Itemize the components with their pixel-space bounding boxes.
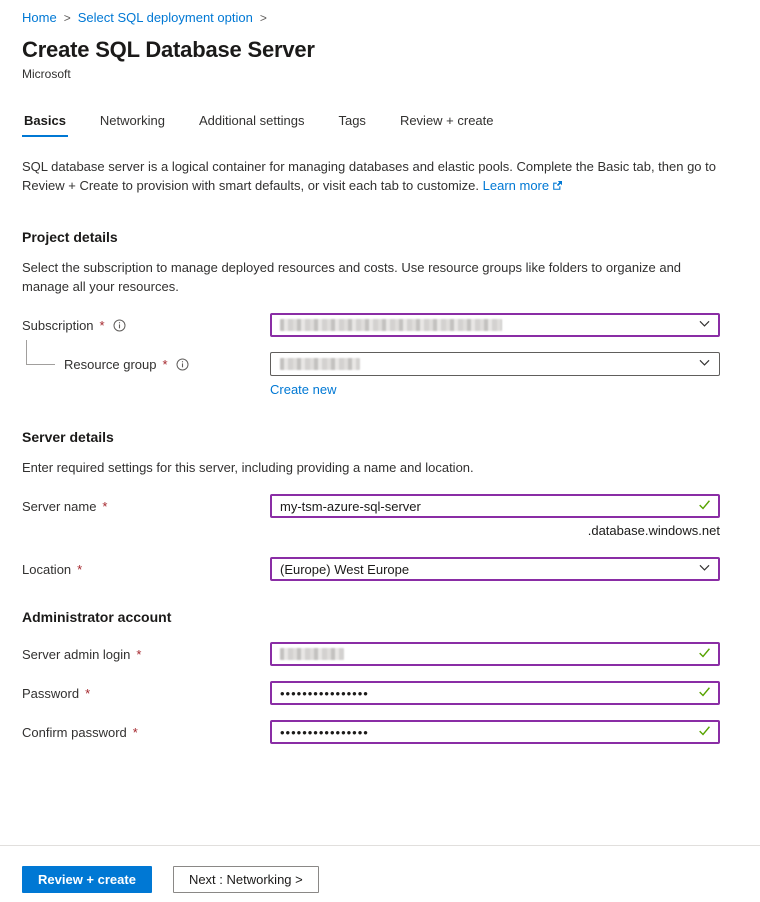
server-details-description: Enter required settings for this server, including providing a name and location. — [22, 460, 474, 475]
server-name-row — [22, 494, 720, 518]
confirm-password-control — [270, 720, 720, 744]
confirm-password-label-cell — [22, 725, 270, 740]
password-input-box — [270, 681, 720, 705]
next-networking-button[interactable]: Next : Networking > — [173, 866, 319, 893]
password-row — [22, 681, 720, 705]
subscription-dropdown[interactable] — [270, 313, 720, 337]
breadcrumb-sql-deployment-link[interactable]: Select SQL deployment option — [77, 10, 253, 25]
admin-login-row — [22, 642, 720, 666]
resource-group-label-cell — [22, 357, 270, 372]
server-name-label: Server name — [22, 498, 97, 514]
create-new-link[interactable]: Create new — [270, 382, 337, 397]
password-input[interactable] — [280, 683, 690, 703]
project-details-form — [22, 313, 720, 397]
location-control — [270, 557, 720, 581]
required-asterisk: * — [99, 317, 105, 333]
subscription-row — [22, 313, 720, 337]
breadcrumb — [22, 10, 720, 25]
tab-networking[interactable]: Networking — [99, 113, 165, 128]
breadcrumb-separator-icon: > — [63, 10, 71, 25]
password-label-cell — [22, 686, 270, 701]
admin-login-input-box[interactable] — [270, 642, 720, 666]
wizard-tabs — [22, 111, 720, 137]
server-details-heading: Server details — [22, 429, 114, 445]
breadcrumb-separator-icon: > — [259, 10, 267, 25]
server-name-control — [270, 494, 720, 518]
server-name-input[interactable] — [280, 496, 690, 516]
chevron-down-icon — [698, 317, 711, 333]
resource-group-label: Resource group — [64, 356, 157, 372]
wizard-footer — [0, 845, 760, 902]
admin-account-form — [22, 642, 720, 744]
resource-group-control — [270, 352, 720, 376]
confirm-password-input-box — [270, 720, 720, 744]
location-label-cell — [22, 562, 270, 577]
page-title: Create SQL Database Server — [22, 37, 315, 62]
required-asterisk: * — [102, 498, 108, 514]
admin-login-label-cell — [22, 647, 270, 662]
password-control — [270, 681, 720, 705]
server-details-form — [22, 494, 720, 581]
subscription-redacted-value — [280, 319, 502, 331]
confirm-password-row — [22, 720, 720, 744]
password-label: Password — [22, 685, 80, 701]
required-asterisk: * — [85, 685, 91, 701]
valid-check-icon — [697, 645, 712, 663]
location-value: (Europe) West Europe — [280, 561, 410, 577]
tab-review-create[interactable]: Review + create — [399, 113, 494, 128]
server-name-input-box — [270, 494, 720, 518]
external-link-icon — [552, 177, 563, 196]
confirm-password-label: Confirm password — [22, 724, 127, 740]
resource-group-row — [22, 352, 720, 376]
tab-additional-settings[interactable]: Additional settings — [198, 113, 305, 128]
info-icon[interactable] — [113, 319, 126, 332]
publisher-label: Microsoft — [22, 67, 71, 81]
learn-more-link[interactable] — [483, 178, 563, 193]
required-asterisk: * — [136, 646, 142, 662]
info-icon[interactable] — [176, 358, 189, 371]
server-name-suffix: .database.windows.net — [587, 523, 720, 538]
learn-more-label: Learn more — [482, 178, 550, 193]
review-create-button[interactable]: Review + create — [22, 866, 152, 893]
project-details-description: Select the subscription to manage deployed resources and costs. Use resource groups like folders to organize and manage all your resources. — [22, 260, 682, 294]
admin-login-control — [270, 642, 720, 666]
required-asterisk: * — [77, 561, 83, 577]
tab-basics[interactable]: Basics — [22, 111, 68, 137]
admin-account-heading: Administrator account — [22, 609, 172, 625]
location-row — [22, 557, 720, 581]
subscription-label: Subscription — [22, 317, 94, 333]
tab-tags[interactable]: Tags — [338, 113, 366, 128]
admin-login-redacted-value — [280, 648, 344, 660]
required-asterisk: * — [132, 724, 138, 740]
required-asterisk: * — [162, 356, 168, 372]
intro-text — [22, 157, 720, 196]
server-name-label-cell — [22, 499, 270, 514]
location-dropdown[interactable] — [270, 557, 720, 581]
location-label: Location — [22, 561, 72, 577]
subscription-control — [270, 313, 720, 337]
resource-group-dropdown[interactable] — [270, 352, 720, 376]
intro-description: SQL database server is a logical container for managing databases and elastic pools. Complete the Basic tab, then go to Review + Create to provision with smart defaults, or visit each tab to customize. — [22, 159, 716, 193]
chevron-down-icon — [698, 356, 711, 372]
subscription-label-cell — [22, 318, 270, 333]
valid-check-icon — [697, 497, 712, 515]
valid-check-icon — [697, 684, 712, 702]
confirm-password-input[interactable] — [280, 722, 690, 742]
create-new-row — [270, 382, 720, 397]
admin-login-label: Server admin login — [22, 646, 131, 662]
valid-check-icon — [697, 723, 712, 741]
resource-group-redacted-value — [280, 358, 360, 370]
project-details-heading: Project details — [22, 229, 118, 245]
chevron-down-icon — [698, 561, 711, 577]
breadcrumb-home-link[interactable]: Home — [22, 10, 57, 25]
subscription-resource-group-connector — [26, 340, 55, 365]
